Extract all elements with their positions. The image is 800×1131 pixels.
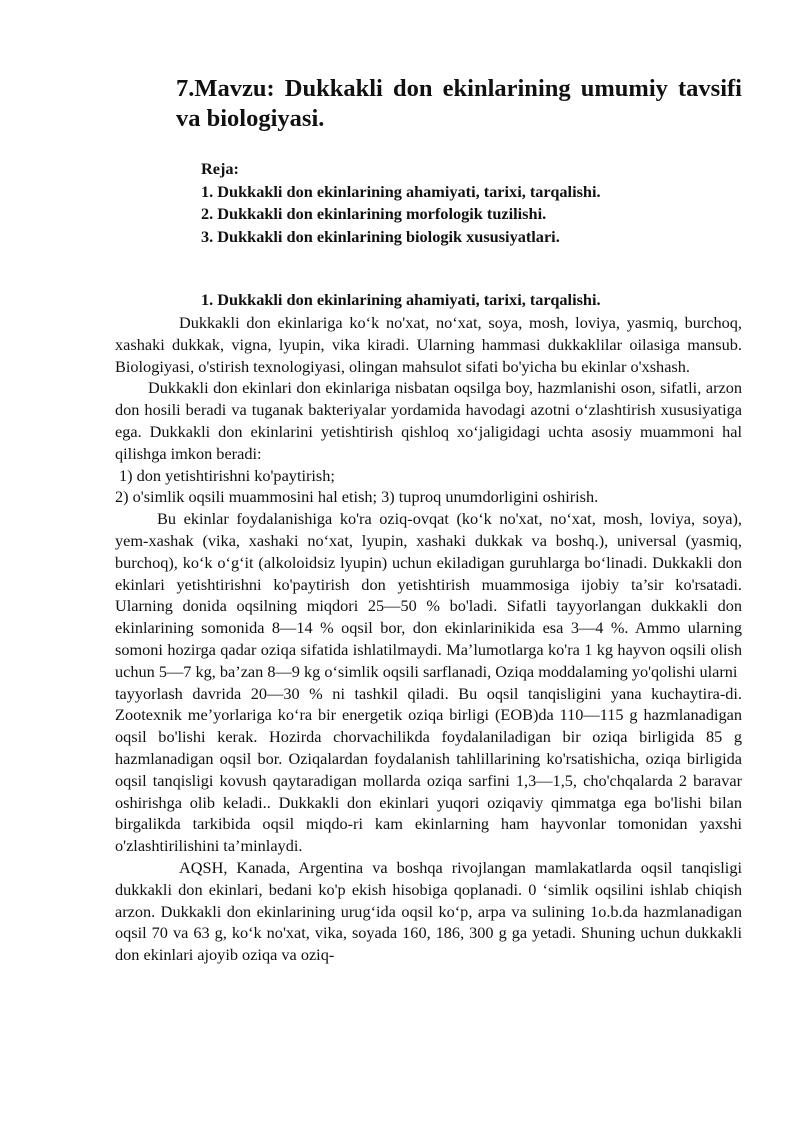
plan-item: 1. Dukkakli don ekinlarining ahamiyati, tarixi, tarqalishi. — [201, 181, 601, 201]
paragraph: Dukkakli don ekinlari don ekinlariga nisbatan oqsilga boy, hazmlanishi oson, sifatli, arzon don hosili beradi va tuganak bakteriyalar yordamida havodagi azotni o‘zlashtirish xususiyatiga ega. Dukkakli don ekinlarini yetishtirish qishloq xo‘jaligidagi uchta asosiy muammoni hal qilishga imkon beradi: — [115, 378, 742, 463]
list-item: 1) don yetishtirishni ko'paytirish; — [119, 465, 335, 485]
paragraph: AQSH, Kanada, Argentina va boshqa rivojlangan mamlakatlarda oqsil tanqisligi dukkakli don ekinlari, bedani ko'p ekish hisobiga qoplanadi. 0 ‘simlik oqsilini ishlab chiqish arzon. Dukkakli don ekinlarining urug‘ida oqsil ko‘p, arpa va sulining 1o.b.da hazmlanadigan oqsil 70 va 63 g, ko‘k no'xat, vika, soyada 160, 186, 300 g ga yetadi. Shuning uchun dukkakli don ekinlari ajoyib oziqa va oziq- — [115, 857, 742, 965]
plan-heading: Reja: — [201, 159, 239, 178]
paragraph: tayyorlash davrida 20—30 % ni tashkil qiladi. Bu oqsil tanqisligini yana kuchaytira-di. Zootexnik me’yorlariga ko‘ra bir energetik oziqa birligi (EOB)da 110—115 g hazmlanadigan oqsil bo'lishi kerak. Hozirda chorvachilikda foydalaniladigan bir oziqa birligida 85 g hazmlanadigan oqsil bor. Oziqalardan foydalanish tahlillarining ko'rsatishicha, oziqa birligida oqsil tanqisligi kovush qaytaradigan mollarda oziqa sarfini 1,3—1,5, cho'chqalarda 2 baravar oshirishga olib keladi.. Dukkakli don ekinlari yuqori oziqaviy qimmatga ega bo'lishi bilan birgalikda tarkibida oqsil miqdo-ri kam ekinlarning ham hayvonlar tomonidan yaxshi o'zlashtirilishini ta’minlaydi. — [115, 683, 742, 856]
list-item: 2) o'simlik oqsili muammosini hal etish; 3) tuproq unumdorligini oshirish. — [115, 487, 599, 507]
section-heading: 1. Dukkakli don ekinlarining ahamiyati, tarixi, tarqalishi. — [201, 290, 601, 309]
plan-section — [201, 158, 741, 249]
paragraph: Dukkakli don ekinlariga ko‘k no'xat, no‘xat, soya, mosh, loviya, yasmiq, burchoq, xashaki dukkak, vigna, lyupin, vika kiradi. Ularning hammasi dukkaklilar oilasiga mansub. Biologiyasi, o'stirish texnologiyasi, olingan mahsulot sifati bo'yicha bu ekinlar o'xshash. — [115, 313, 742, 376]
paragraph: Bu ekinlar foydalanishiga ko'ra oziq-ovqat (ko‘k no'xat, no‘xat, mosh, loviya, soya), yem-xashak (vika, xashaki no‘xat, lyupin, xashaki dukkak va boshq.), universal (yasmiq, burchoq), ko‘k o‘g‘it (alkoloidsiz lyupin) uchun ekiladigan guruhlarga bo‘linadi. Dukkakli don ekinlari yetishtirishni ko'paytirish don yetishtirish muammosiga ijobiy ta’sir ko'rsatadi. Ularning donida oqsilning miqdori 25—50 % bo'ladi. Sifatli tayyorlangan dukkakli don ekinlarining somonida 8—14 % oqsil bor, don ekinlarinikida esa 3—4 %. Ammo ularning somoni hozirga qadar oziqa sifatida ishlatilmaydi. Ma’lumotlarga ko'ra 1 kg hayvon oqsili olish uchun 5—7 kg, ba’zan 8—9 kg o‘simlik oqsili sarflanadi, Oziqa moddalaming yo'qolishi ularni — [115, 509, 742, 681]
page-title: 7.Mavzu: Dukkakli don ekinlarining umumiy tavsifi va biologiyasi. — [176, 75, 742, 132]
body-text — [115, 312, 742, 966]
plan-item: 2. Dukkakli don ekinlarining morfologik tuzilishi. — [201, 204, 547, 224]
plan-item: 3. Dukkakli don ekinlarining biologik xususiyatlari. — [201, 227, 560, 247]
